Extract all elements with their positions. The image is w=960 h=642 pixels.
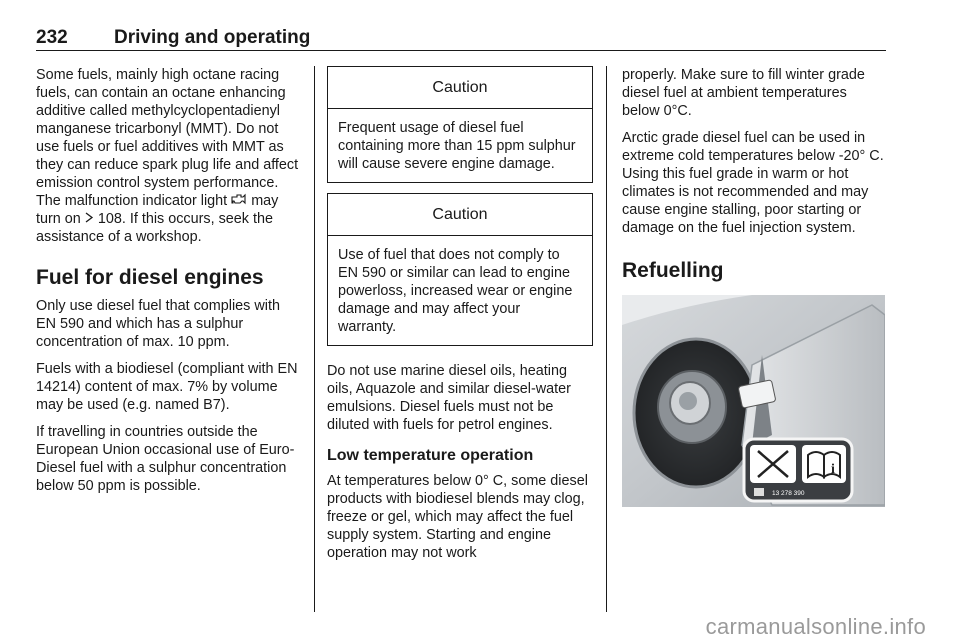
paragraph-mmt: Some fuels, mainly high octane racing fuels, can contain an octane enhancing additive called methylcyclopentadienyl manganese tricarbonyl (MMT). Do not use fuels or fuel additives with MMT as they can reduce spark plug life and affect emission control system performance. The malfunction indicator light may turn on 108. If this occurs, seek the assistance of a workshop.	[36, 67, 299, 245]
watermark: carmanualsonline.info	[705, 614, 926, 639]
paragraph-winter-grade: properly. Make sure to fill winter grade diesel fuel at ambient temperatures below 0°C.	[622, 67, 865, 119]
caution-title: Caution	[328, 67, 592, 109]
paragraph-en590: Only use diesel fuel that complies with EN 590 and which has a sulphur concentration of max. 10 ppm.	[36, 298, 280, 350]
paragraph-travel: If travelling in countries outside the European Union occasional use of Euro-Diesel fuel with a sulphur concentration below 50 ppm is possible.	[36, 424, 295, 494]
engine-warning-icon	[231, 192, 247, 210]
caution-box	[327, 66, 593, 183]
paragraph-marine-diesel: Do not use marine diesel oils, heating oils, Aquazole and similar diesel-water emulsions. Diesel fuels must not be diluted with fuels for petrol engines.	[327, 363, 571, 433]
page-reference[interactable]: 108.	[97, 211, 126, 227]
paragraph-arctic-grade: Arctic grade diesel fuel can be used in extreme cold temperatures below -20° C. Using this fuel grade in warm or hot climates is not recommended and may cause engine stalling, poor starting or damage on the fuel injection system.	[622, 130, 884, 236]
page-header	[36, 26, 886, 51]
paragraph-low-temperature: At temperatures below 0° C, some diesel products with biodiesel blends may clog, freeze or gel, which may affect the fuel supply system. Starting and engine operation may not work	[327, 473, 588, 561]
fuel-filler-photo	[622, 295, 885, 507]
caution-box	[327, 193, 593, 346]
caution-text: Frequent usage of diesel fuel containing more than 15 ppm sulphur will cause severe engine damage.	[338, 120, 576, 172]
column-middle	[327, 66, 593, 571]
section-title: Driving and operating	[114, 27, 311, 48]
column-left	[36, 66, 302, 504]
page-reference-icon	[85, 210, 94, 228]
paragraph-biodiesel: Fuels with a biodiesel (compliant with EN 14214) content of max. 7% by volume may be used (e.g. named B7).	[36, 361, 298, 413]
label-number: 13 278 390	[772, 490, 805, 497]
heading-diesel-fuel: Fuel for diesel engines	[36, 266, 264, 289]
heading-refuelling: Refuelling	[622, 259, 724, 282]
svg-text:i: i	[831, 462, 835, 477]
caution-text: Use of fuel that does not comply to EN 590 or similar can lead to engine powerloss, increased wear or engine damage and may affect your warranty.	[338, 247, 573, 335]
page-number: 232	[36, 27, 68, 48]
column-divider	[606, 66, 607, 612]
column-divider	[314, 66, 315, 612]
heading-low-temperature: Low temperature operation	[327, 447, 534, 464]
caution-title: Caution	[328, 194, 592, 236]
column-right	[622, 66, 888, 507]
